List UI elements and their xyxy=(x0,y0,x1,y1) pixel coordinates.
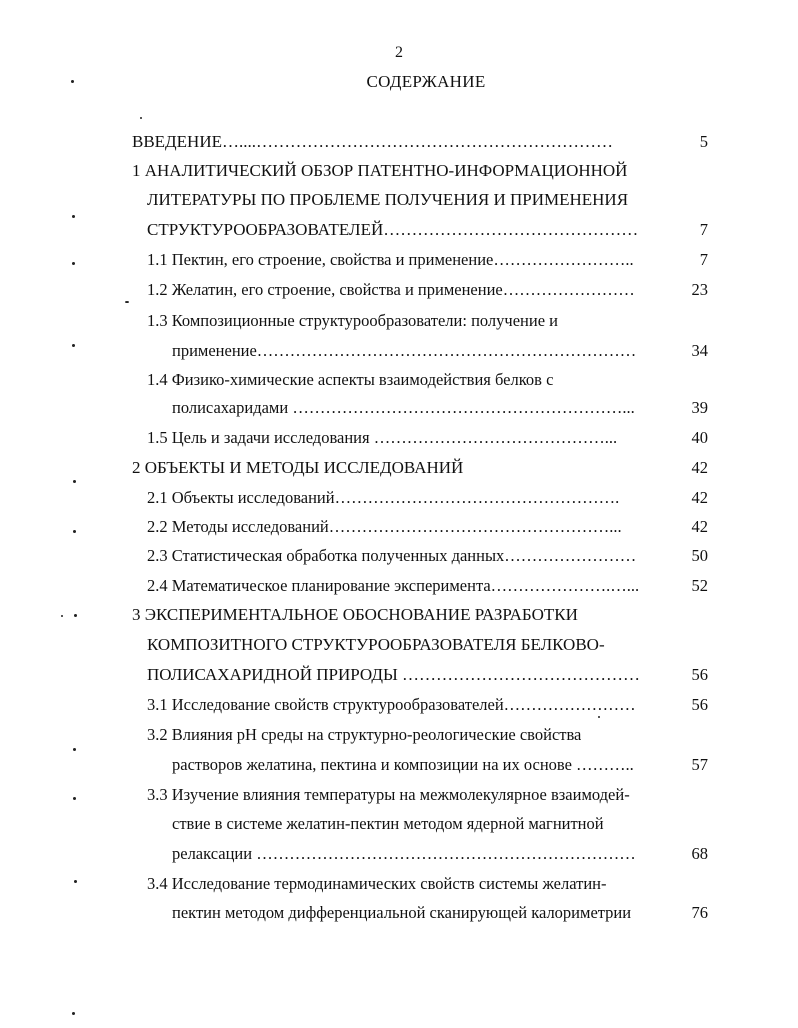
toc-entry-text: 3.3 Изучение влияния температуры на межмолекулярное взаимодей- xyxy=(147,785,630,804)
toc-entry-text: ствие в системе желатин-пектин методом ядерной магнитной xyxy=(172,814,604,833)
toc-entry-page: 76 xyxy=(691,903,708,922)
scan-speck xyxy=(72,1012,75,1015)
toc-entry-text: КОМПОЗИТНОГО СТРУКТУРООБРАЗОВАТЕЛЯ БЕЛКОВО- xyxy=(147,635,605,654)
toc-entry-text: 1.4 Физико-химические аспекты взаимодействия белков с xyxy=(147,370,554,389)
scan-speck xyxy=(72,215,75,218)
toc-entry-page: 42 xyxy=(691,517,708,536)
toc-entry-text: 2.2 Методы исследований……………………………………………... xyxy=(147,517,622,536)
scan-speck xyxy=(73,797,76,800)
toc-entry-text: релаксации …………………………………………………………… xyxy=(172,844,636,863)
scan-speck xyxy=(125,301,129,303)
toc-entry-page: 56 xyxy=(691,665,708,684)
scan-speck xyxy=(72,262,75,265)
toc-entry-page: 42 xyxy=(691,458,708,477)
toc-entry-text: 2.1 Объекты исследований……………………………………………. xyxy=(147,488,620,507)
toc-entry-page: 68 xyxy=(691,844,708,863)
toc-entry-text: 1.5 Цель и задачи исследования ……………………………………... xyxy=(147,428,618,447)
scan-speck xyxy=(61,615,63,617)
toc-entry-text: 1 АНАЛИТИЧЕСКИЙ ОБЗОР ПАТЕНТНО-ИНФОРМАЦИОННОЙ xyxy=(132,161,628,180)
toc-entry-page: 34 xyxy=(691,341,708,360)
scan-speck xyxy=(598,716,600,718)
toc-entry-page: 42 xyxy=(691,488,708,507)
toc-entry-text: СТРУКТУРООБРАЗОВАТЕЛЕЙ……………………………………… xyxy=(147,220,639,239)
toc-entry-text: 1.1 Пектин, его строение, свойства и применение…………………….. xyxy=(147,250,634,269)
toc-entry-page: 56 xyxy=(691,695,708,714)
toc-entry-text: 2.3 Статистическая обработка полученных данных…………………… xyxy=(147,546,637,565)
scan-speck xyxy=(73,530,76,533)
toc-entry-text: 1.3 Композиционные структурообразователи: получение и xyxy=(147,311,558,330)
toc-entry-page: 40 xyxy=(691,428,708,447)
toc-entry-text: полисахаридами ……………………………………………………... xyxy=(172,398,635,417)
toc-entry-page: 39 xyxy=(691,398,708,417)
toc-entry-text: применение…………………………………………………………… xyxy=(172,341,637,360)
toc-entry-page: 7 xyxy=(699,220,708,239)
toc-entry-page: 57 xyxy=(691,755,708,774)
toc-entry-text: 3.4 Исследование термодинамических свойств системы желатин- xyxy=(147,874,607,893)
toc-entry-text: ВВЕДЕНИЕ…....……………………………………………………… xyxy=(132,132,613,151)
toc-entry-text: пектин методом дифференциальной сканирующей калориметрии xyxy=(172,903,632,922)
scan-speck xyxy=(74,614,77,617)
scan-speck xyxy=(140,117,142,119)
toc-entry-page: 5 xyxy=(699,132,708,151)
scan-speck xyxy=(73,480,76,483)
toc-entry-page: 7 xyxy=(699,250,708,269)
toc-entry-text: ПОЛИСАХАРИДНОЙ ПРИРОДЫ …………………………………… xyxy=(147,665,641,684)
page-number: 2 xyxy=(395,44,403,61)
toc-entry-page: 23 xyxy=(691,280,708,299)
toc-entry-text: 1.2 Желатин, его строение, свойства и применение…………………… xyxy=(147,280,635,299)
scan-speck xyxy=(71,80,74,83)
toc-entry-page: 50 xyxy=(691,546,708,565)
scan-speck xyxy=(72,344,75,347)
toc-title: СОДЕРЖАНИЕ xyxy=(366,72,486,91)
toc-entry-text: 2 ОБЪЕКТЫ И МЕТОДЫ ИССЛЕДОВАНИЙ xyxy=(132,458,464,477)
toc-entry-text: 3 ЭКСПЕРИМЕНТАЛЬНОЕ ОБОСНОВАНИЕ РАЗРАБОТКИ xyxy=(132,605,578,624)
toc-entry-text: растворов желатина, пектина и композиции на их основе ……….. xyxy=(172,755,634,774)
scan-speck xyxy=(73,748,76,751)
toc-entry-text: ЛИТЕРАТУРЫ ПО ПРОБЛЕМЕ ПОЛУЧЕНИЯ И ПРИМЕНЕНИЯ xyxy=(147,190,629,209)
toc-entry-text: 3.2 Влияния рН среды на структурно-реологические свойства xyxy=(147,725,582,744)
toc-entry-text: 2.4 Математическое планирование эксперимента………………….…... xyxy=(147,576,640,595)
scan-speck xyxy=(74,880,77,883)
toc-entry-page: 52 xyxy=(691,576,708,595)
toc-entry-text: 3.1 Исследование свойств структурообразователей…………………… xyxy=(147,695,636,714)
